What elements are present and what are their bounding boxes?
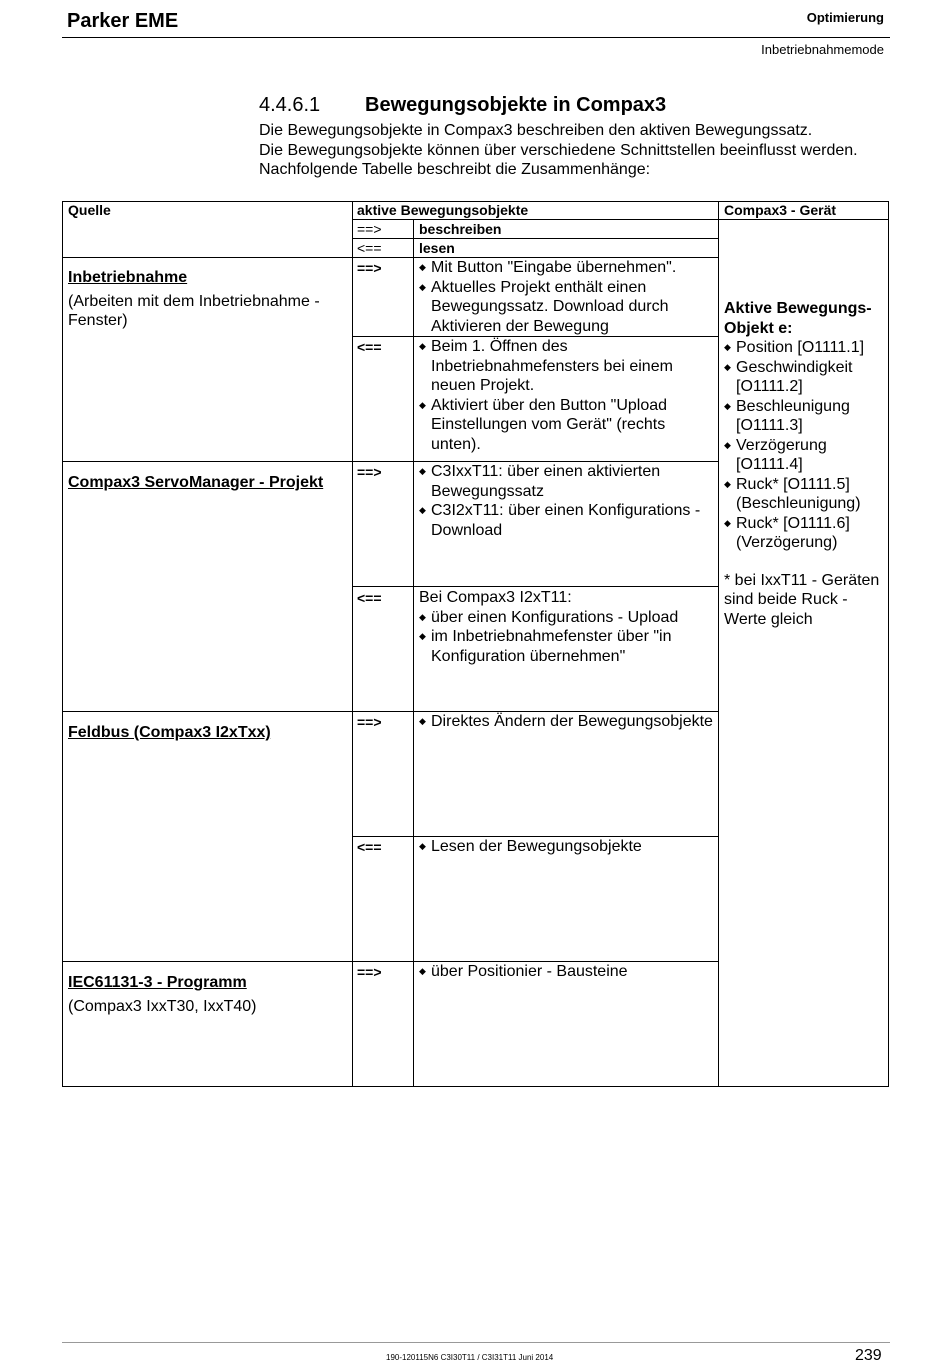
section-title: Optimierung	[806, 10, 884, 25]
source-cell	[68, 973, 348, 1016]
read-description	[419, 588, 714, 666]
intro-paragraph: Die Bewegungsobjekte können über verschiedene Schnittstellen beeinflusst werden.	[259, 141, 858, 159]
intro-paragraph: Die Bewegungsobjekte in Compax3 beschreiben den aktiven Bewegungssatz.	[259, 122, 813, 139]
device-object-item: ◆ Verzögerung [O1111.4]	[724, 436, 884, 475]
footer-document-id: 190-120115N6 C3I30T11 / C3I31T11 Juni 2014	[386, 1353, 554, 1362]
device-object-item: ◆ Ruck* [O1111.5] (Beschleunigung)	[724, 475, 884, 514]
write-description	[419, 962, 714, 982]
heading-title: Bewegungsobjekte in Compax3	[365, 94, 667, 116]
source-cell	[68, 268, 346, 331]
bullet-item: ◆ über Positionier - Bausteine	[419, 962, 714, 982]
write-description	[419, 462, 714, 540]
section-heading	[259, 94, 666, 117]
column-divider	[718, 201, 719, 1087]
source-title: Inbetriebnahme	[68, 269, 188, 286]
legend-arrow: ==>	[357, 221, 382, 237]
legend-arrow: <==	[357, 240, 382, 256]
row-divider	[352, 586, 719, 587]
header-rule	[62, 37, 890, 38]
bullet-item: ◆ über einen Konfigurations - Upload	[419, 608, 714, 628]
page-number: 239	[855, 1347, 882, 1364]
device-note: * bei IxxT11 - Geräten sind beide Ruck - Werte gleich	[724, 571, 880, 628]
device-objects-box	[724, 299, 884, 629]
footer-rule	[62, 1342, 890, 1343]
intro-paragraph: Nachfolgende Tabelle beschreibt die Zusammenhänge:	[259, 161, 651, 178]
table-border-left	[62, 201, 63, 1087]
header-device: Compax3 - Gerät	[724, 202, 837, 218]
read-arrow: <==	[357, 590, 382, 606]
read-description	[419, 337, 714, 454]
write-arrow: ==>	[357, 260, 382, 276]
bullet-item: ◆ C3I2xT11: über einen Konfigurations -Download	[419, 501, 714, 540]
source-title: IEC61131-3 - Programm	[68, 974, 247, 991]
intro-text	[259, 121, 859, 180]
column-divider	[352, 201, 353, 1087]
table-border-right	[888, 201, 889, 1087]
bullet-item: ◆ Beim 1. Öffnen des Inbetriebnahmefensters bei einem neuen Projekt.	[419, 337, 714, 396]
table-border-bottom	[62, 1086, 889, 1087]
device-object-item: ◆ Position [O1111.1]	[724, 338, 884, 358]
read-arrow: <==	[357, 839, 382, 855]
bullet-item: ◆ C3IxxT11: über einen aktivierten Bewegungssatz	[419, 462, 714, 501]
write-arrow: ==>	[357, 464, 382, 480]
read-intro: Bei Compax3 I2xT11:	[419, 589, 572, 606]
legend-label: beschreiben	[419, 221, 502, 237]
header-objects: aktive Bewegungsobjekte	[357, 202, 529, 218]
write-arrow: ==>	[357, 714, 382, 730]
bullet-item: ◆ Direktes Ändern der Bewegungsobjekte	[419, 712, 714, 732]
legend-label: lesen	[419, 240, 455, 256]
brand-name: Parker EME	[67, 10, 179, 32]
bullet-item: ◆ Aktiviert über den Button "Upload Einstellungen vom Gerät" (rechts unten).	[419, 396, 714, 455]
source-cell	[68, 723, 348, 743]
write-description	[419, 258, 714, 336]
write-description	[419, 712, 714, 732]
bullet-item: ◆ Mit Button "Eingabe übernehmen".	[419, 258, 714, 278]
bullet-item: ◆ im Inbetriebnahmefenster über "in Konfiguration übernehmen"	[419, 627, 714, 666]
heading-number: 4.4.6.1	[259, 94, 321, 116]
subsection-title: Inbetriebnahmemode	[761, 42, 884, 57]
read-arrow: <==	[357, 339, 382, 355]
source-title: Feldbus (Compax3 I2xTxx)	[68, 724, 271, 741]
device-object-item: ◆ Beschleunigung [O1111.3]	[724, 397, 884, 436]
device-object-item: ◆ Ruck* [O1111.6] (Verzögerung)	[724, 514, 884, 553]
bullet-item: ◆ Lesen der Bewegungsobjekte	[419, 837, 714, 857]
row-divider	[352, 238, 719, 239]
write-arrow: ==>	[357, 964, 382, 980]
source-subtitle: (Compax3 IxxT30, IxxT40)	[68, 997, 257, 1015]
row-divider	[352, 219, 889, 220]
source-cell	[68, 473, 348, 493]
source-title: Compax3 ServoManager - Projekt	[68, 474, 324, 491]
column-divider	[413, 219, 414, 1087]
bullet-item: ◆ Aktuelles Projekt enthält einen Bewegungssatz. Download durch Aktivieren der Bewegung	[419, 278, 714, 337]
device-object-item: ◆ Geschwindigkeit [O1111.2]	[724, 358, 884, 397]
read-description	[419, 837, 714, 857]
source-subtitle: (Arbeiten mit dem Inbetriebnahme - Fenster)	[68, 292, 320, 329]
header-source: Quelle	[68, 202, 111, 218]
device-box-title: Aktive Bewegungs-Objekt e:	[724, 300, 872, 337]
